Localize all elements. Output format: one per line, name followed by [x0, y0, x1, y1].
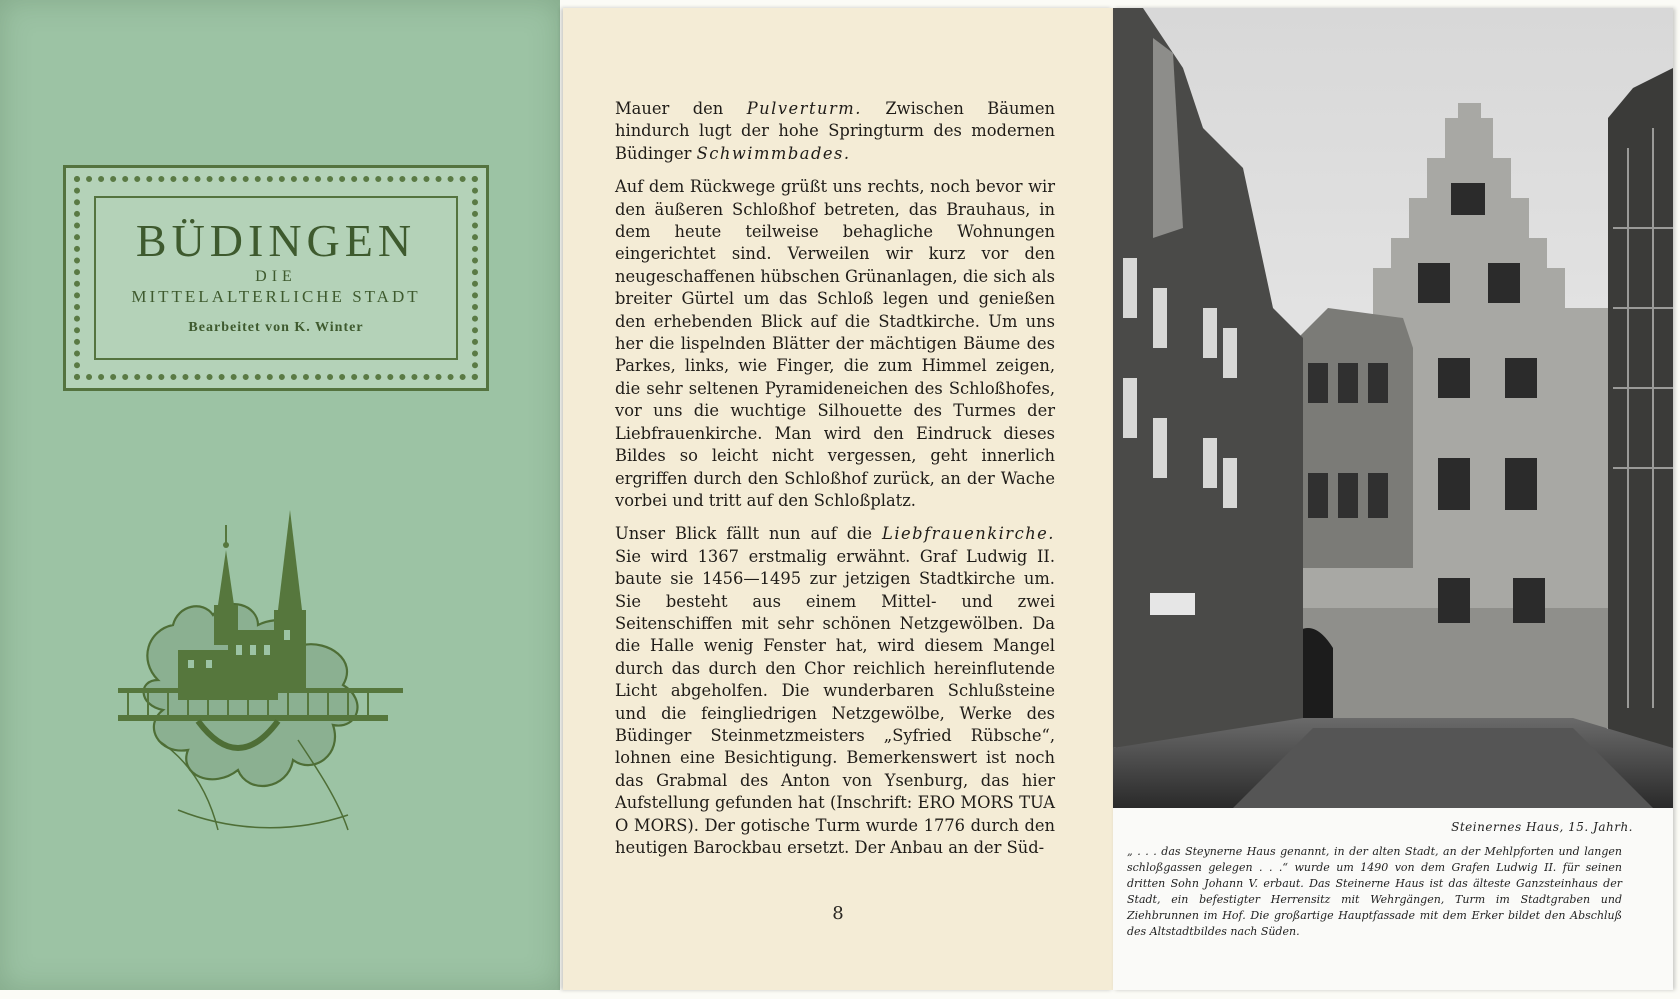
- emphasized-term: Pulverturm.: [746, 99, 862, 118]
- booklet-cover: [0, 0, 560, 990]
- cover-title-frame: [63, 165, 489, 391]
- cover-title-panel: [94, 196, 458, 360]
- text-run: Unser Blick fällt nun auf die: [615, 524, 883, 544]
- paragraph: [615, 176, 1055, 512]
- photo-page: [1113, 8, 1673, 990]
- paragraph: [615, 98, 1055, 165]
- text-page: [563, 8, 1113, 990]
- text-run: Sie wird 1367 erstmalig erwähnt. Graf Ludwig II. baute sie 1456—1495 zur jetzigen Stadtkirche um. Sie besteht aus einem Mittel- und zwei Seitenschiffen mit sehr schönen Netzgewölben. Da die Halle wenig Fenster hat, wird diesem Mangel durch das durch den Chor reichlich hereinflutende Licht abgeholfen. Die wunderbaren Schlußsteine und die feingliedrigen Netzgewölbe, Werke des Büdinger Steinmetzmeisters „Syfried Rübsche“, lohnen eine Besichtigung. Bemerkenswert ist noch das Grabmal des Anton von Ysenburg, das hier Aufstellung gefunden hat (Inschrift: ERO MORS TUA O MORS). Der gotische Turm wurde 1776 durch den heutigen Barockbau ersetzt. Der Anbau an der Süd-: [615, 546, 1055, 857]
- cover-author: Bearbeitet von K. Winter: [188, 320, 364, 335]
- text-run: Mauer den: [615, 99, 747, 118]
- paragraph: [615, 523, 1055, 859]
- photo-caption-title: Steinernes Haus, 15. Jahrh.: [1451, 820, 1633, 834]
- steinernes-haus-photo: [1113, 8, 1673, 808]
- text-run: Zwischen Bäumen hindurch lugt der hohe Springturm des modernen Büdinger: [615, 99, 1055, 163]
- body-text: [615, 98, 1055, 870]
- emphasized-term: Liebfrauenkirche.: [882, 524, 1055, 544]
- text-run: Auf dem Rückwege grüßt uns rechts, noch bevor wir den äußeren Schloßhof betreten, das Brauhaus, in dem heute teilweise behagliche Wohnungen eingerichtet sind. Verweilen wir kurz vor den neugeschaffenen hübschen Grünanlagen, die sich als breiter Gürtel um das Schloß legen und genießen den erhebenden Blick auf die Stadtkirche. Um uns her die lispelnden Blätter der mächtigen Bäume des Parkes, links, wie Finger, die zum Himmel zeigen, die sehr seltenen Pyramideneichen des Schloßhofes, vor uns die wuchtige Silhouette des Turmes der Liebfrauenkirche. Man wird den Eindruck dieses Bildes so leicht nicht vergessen, geht innerlich ergriffen durch den Schloßhof zurück, an der Wache vorbei und tritt auf den Schloßplatz.: [615, 177, 1055, 510]
- cover-title: BÜDINGEN: [135, 215, 417, 266]
- castle-bridge-vignette: [118, 510, 428, 860]
- page-number: 8: [832, 903, 844, 924]
- photo-caption: „ . . . das Steynerne Haus genannt, in der alten Stadt, an der Mehlpforten und langen schloßgassen gelegen . . .“ wurde um 1490 von dem Grafen Ludwig II. für seinen dritten Sohn Johann V. erbaut. Das Steinerne Haus ist das älteste Ganzsteinhaus der Stadt, ein befestigter Herrensitz mit Wehrgängen, Turm im Stadtgraben und Ziehbrunnen im Hof. Die großartige Hauptfassade mit dem Erker bildet den Abschluß des Altstadtbildes nach Süden.: [1127, 845, 1622, 938]
- emphasized-term: Schwimmbades.: [696, 143, 851, 163]
- cover-subtitle-die: DIE: [255, 268, 297, 285]
- cover-subtitle: MITTELALTERLICHE STADT: [131, 287, 421, 306]
